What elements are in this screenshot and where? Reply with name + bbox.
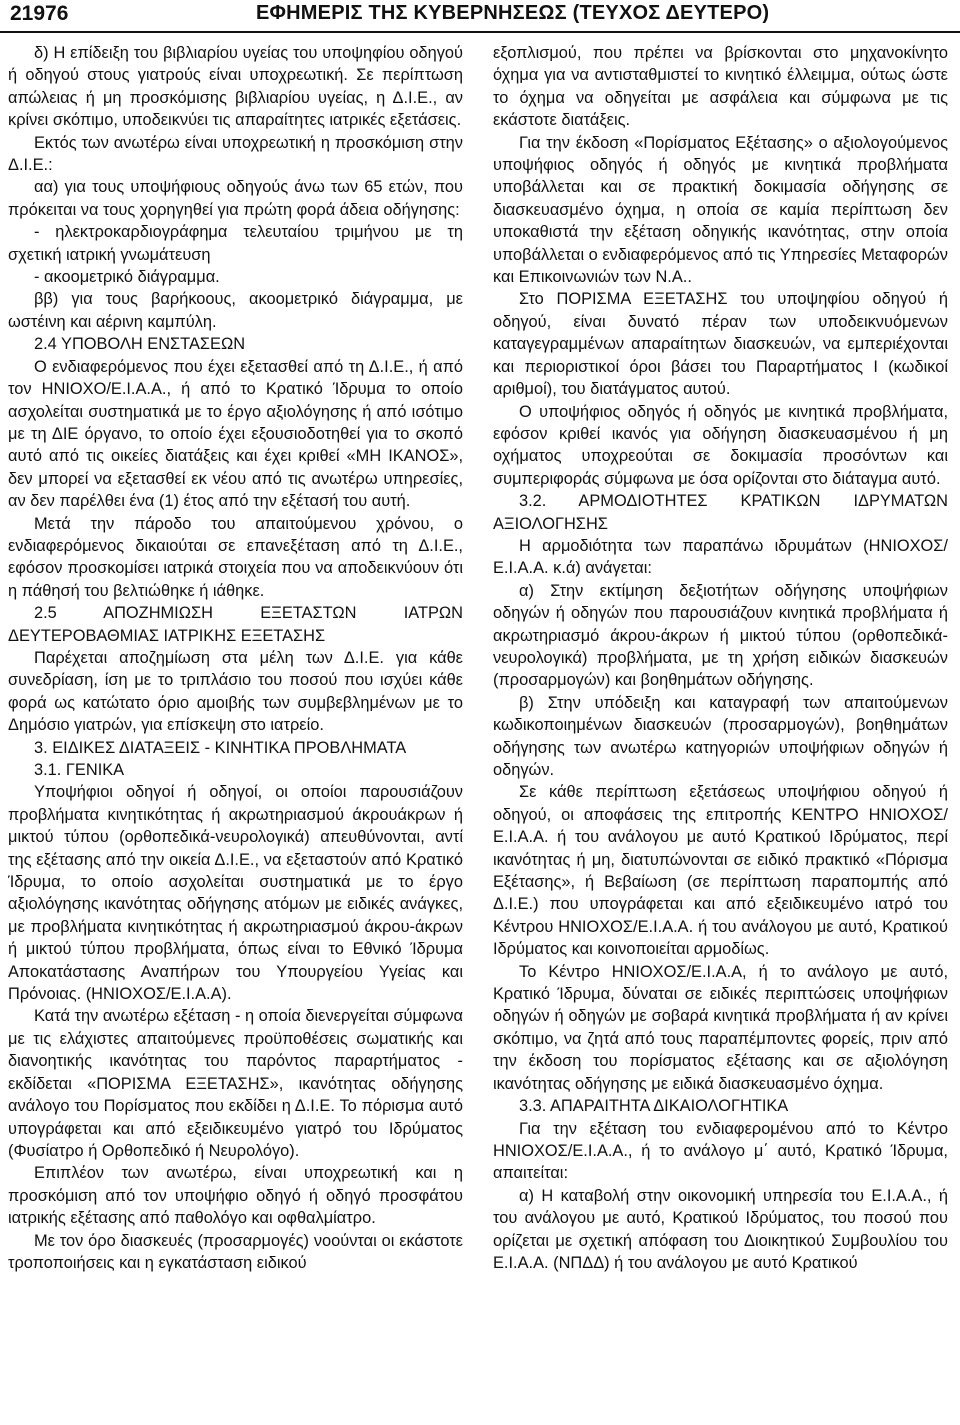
paragraph: - ηλεκτροκαρδιογράφημα τελευταίου τριμήνου με τη σχετική ιατρική γνωμάτευση: [8, 223, 463, 264]
paragraph: Ο ενδιαφερόμενος που έχει εξετασθεί από τη Δ.Ι.Ε., ή από τον ΗΝΙΟΧΟ/Ε.Ι.Α.Α., ή από το Κρατικό Ίδρυμα το οποίο ασχολείται συστηματικά με το έργο αξιολόγησης ή από ισότιμο με τη ΔΙΕ όργανο, το οποίο έχει εξουσιοδοτηθεί για το σκοπό αυτό από τις οικείες διατάξεις και έχει κριθεί «ΜΗ ΙΚΑΝΟΣ», δεν μπορεί να εξετασθεί εκ νέου από τις ανωτέρω υπηρεσίες, αν δεν παρέλθει ένα (1) έτος από την εξέτασή του αυτή.: [8, 357, 463, 511]
paragraph: 3.3. ΑΠΑΡΑΙΤΗΤΑ ΔΙΚΑΙΟΛΟΓΗΤΙΚΑ: [519, 1097, 789, 1116]
paragraph: α) Η καταβολή στην οικονομική υπηρεσία του Ε.Ι.Α.Α., ή του ανάλογου με αυτό, Κρατικού Ιδρύματος, του ποσού που ορίζεται με σχετική απόφαση του Διοικητικού Συμβουλίου του Ε.Ι.Α.Α. (ΝΠΔΔ) ή του ανάλογου με αυτό Κρατικού: [493, 1186, 948, 1272]
paragraph: α) Στην εκτίμηση δεξιοτήτων οδήγησης υποψήφιων οδηγών ή οδηγών που παρουσιάζουν κινητικά προβλήματα ή ακρωτηριασμό άκρου-άκρων ή μικτού τύπου (ορθοπεδικά-νευρολογικά) προβλήματα, με τη χρήση ειδικών διασκευών (προσαρμογών) και βοηθημάτων οδήγησης.: [493, 581, 948, 690]
paragraph: 3. ΕΙΔΙΚΕΣ ΔΙΑΤΑΞΕΙΣ - ΚΙΝΗΤΙΚΑ ΠΡΟΒΛΗΜΑΤΑ: [34, 738, 407, 757]
header-rule: [0, 31, 960, 33]
paragraph: Με τον όρο διασκευές (προσαρμογές) νοούνται οι εκάστοτε τροποποιήσεις και η εγκατάσταση ειδικού: [8, 1231, 463, 1272]
paragraph: Η αρμοδιότητα των παραπάνω ιδρυμάτων (ΗΝΙΟΧΟΣ/ Ε.Ι.Α.Α. κ.ά) ανάγεται:: [493, 536, 948, 578]
paragraph: Εκτός των ανωτέρω είναι υποχρεωτική η προσκόμιση στην Δ.Ι.Ε.:: [8, 133, 463, 175]
paragraph: δ) Η επίδειξη του βιβλιαρίου υγείας του υποψηφίου οδηγού ή οδηγού στους γιατρούς είναι υποχρεωτική. Σε περίπτωση απώλειας ή μη προσκόμισης βιβλιαρίου υγείας, η Δ.Ι.Ε., αν κρίνει σκόπιμο, υποδεικνύει τις απαραίτητες ιατρικές εξετάσεις.: [8, 44, 463, 130]
paragraph: Για την έκδοση «Πορίσματος Εξέτασης» ο αξιολογούμενος υποψήφιος οδηγός ή οδηγός με κινητικά προβλήματα υποβάλλεται και σε πρακτική δοκιμασία οδήγησης σε διασκευασμένο όχημα, η οποία σε καμία περίπτωση δεν υποκαθιστά την εξέταση οδηγικής ικανότητας, στην οποία υποβάλλεται ο ενδιαφερόμενος από τις Υπηρεσίες Μεταφορών και Επικοινωνιών των Ν.Α..: [493, 133, 948, 287]
page-number: 21976: [10, 2, 69, 25]
paragraph: 3.2. ΑΡΜΟΔΙΟΤΗΤΕΣ ΚΡΑΤΙΚΩΝ ΙΔΡΥΜΑΤΩΝ ΑΞΙΟΛΟΓΗΣΗΣ: [493, 492, 948, 533]
paragraph: Μετά την πάροδο του απαιτούμενου χρόνου, ο ενδιαφερόμενος δικαιούται σε επανεξέταση από τη Δ.Ι.Ε., εφόσον προσκομίσει ιατρικά στοιχεία που να αποδεικνύουν ότι η πάθησή του βελτιώθηκε ή ιάθηκε.: [8, 514, 463, 600]
paragraph: εξοπλισμού, που πρέπει να βρίσκονται στο μηχανοκίνητο όχημα για να αντισταθμιστεί το κινητικό έλλειμμα, ούτως ώστε το όχημα να οδηγείται με ασφάλεια και σύμφωνα με τις εκάστοτε διατάξεις.: [493, 44, 948, 130]
left-column: [8, 42, 463, 1420]
page-header: [0, 0, 960, 32]
paragraph: ββ) για τους βαρήκοους, ακοομετρικό διάγραμμα, με ωστέινη και αέρινη καμπύλη.: [8, 290, 463, 331]
paragraph: Επιπλέον των ανωτέρω, είναι υποχρεωτική και η προσκόμιση από τον υποψήφιο οδηγό ή οδηγό προσφάτου ιατρικής εξέτασης από παθολόγο και οφθαλμίατρο.: [8, 1164, 463, 1228]
paragraph: Στο ΠΟΡΙΣΜΑ ΕΞΕΤΑΣΗΣ του υποψηφίου οδηγού ή οδηγού, είναι δυνατό πέραν των υποδεικνυόμενων καταγεγραμμένων απαραίτητων διασκευών, να εμπεριέχονται και περιοριστικοί όροι βάσει του Παραρτήματος Ι (κωδικοί αριθμοί), του διατάγματος αυτού.: [493, 290, 948, 399]
right-column: [493, 42, 948, 1420]
paragraph: Σε κάθε περίπτωση εξετάσεως υποψήφιου οδηγού ή οδηγού, οι αποφάσεις της επιτροπής ΚΕΝΤΡΟ ΗΝΙΟΧΟΣ/Ε.Ι.Α.Α. ή του ανάλογου με αυτό Κρατικού Ιδρύματος, περί ικανότητας ή μη, διατυπώνονται σε ειδικό πρακτικό «Πόρισμα Εξέτασης», ή Βεβαίωση (σε περίπτωση παραπομπής από Δ.Ι.Ε.) που υπογράφεται και από εξειδικευμένο ιατρό του Κέντρου ΗΝΙΟΧΟΣ/Ε.Ι.Α.Α. ή του ανάλογου με αυτό, Κρατικού Ιδρύματος και κοινοποιείται αρμοδίως.: [493, 783, 948, 959]
paragraph: Κατά την ανωτέρω εξέταση - η οποία διενεργείται σύμφωνα με τις ελάχιστες απαιτούμενες προϋποθέσεις σωματικής και διανοητικής ικανότητας του παρόντος παραρτήματος - εκδίδεται «ΠΟΡΙΣΜΑ ΕΞΕΤΑΣΗΣ», ικανότητας οδήγησης ανάλογο του Πορίσματος που εκδίδει η Δ.Ι.Ε. Το πόρισμα αυτό υπογράφεται και από εξειδικευμένο γιατρό του Ιδρύματος (Φυσίατρο ή Ορθοπεδικό ή Νευρολόγο).: [8, 1007, 463, 1160]
paragraph: αα) για τους υποψήφιους οδηγούς άνω των 65 ετών, που πρόκειται να τους χορηγηθεί για πρώτη φορά άδεια οδήγησης:: [8, 178, 463, 219]
paragraph: β) Στην υπόδειξη και καταγραφή των απαιτούμενων κωδικοποιημένων διασκευών (προσαρμογών), βοηθημάτων οδήγησης των ανωτέρω κατηγοριών υποψήφιων οδηγών ή οδηγών.: [493, 693, 948, 779]
paragraph: Για την εξέταση του ενδιαφερομένου από το Κέντρο ΗΝΙΟΧΟΣ/Ε.Ι.Α.Α., ή το ανάλογο μ΄ αυτό, Κρατικό Ίδρυμα, απαιτείται:: [493, 1119, 948, 1183]
paragraph: 2.4 ΥΠΟΒΟΛΗ ΕΝΣΤΑΣΕΩΝ: [34, 335, 246, 354]
paragraph: Ο υποψήφιος οδηγός ή οδηγός με κινητικά προβλήματα, εφόσον κριθεί ικανός για οδήγηση διασκευασμένου ή μη οχήματος υποχρεούται σε δοκιμασία προσόντων και συμπεριφοράς σύμφωνα με όσα ορίζονται στο διάταγμα αυτό.: [493, 402, 948, 488]
running-title: ΕΦΗΜΕΡΙΣ ΤΗΣ ΚΥΒΕΡΝΗΣΕΩΣ (ΤΕΥΧΟΣ ΔΕΥΤΕΡΟ): [256, 2, 770, 24]
paragraph: - ακοομετρικό διάγραμμα.: [34, 268, 220, 287]
paragraph: 3.1. ΓΕΝΙΚΑ: [34, 761, 125, 779]
paragraph: Υποψήφιοι οδηγοί ή οδηγοί, οι οποίοι παρουσιάζουν προβλήματα κινητικότητας ή ακρωτηριασμού άκρουάκρων ή μικτού τύπου (ορθοπεδικά-νευρολογικά) απευθύνονται, αντί της εξέτασης από την οικεία Δ.Ι.Ε., να εξεταστούν από Κρατικό Ίδρυμα, το οποίο ασχολείται συστηματικά με το έργο αξιολόγησης ικανότητας οδήγησης ατόμων με ειδικές ανάγκες, με προβλήματα κινητικότητας ή ακρωτηριασμού άκρου-άκρων ή μικτού τύπου προβλήματα, όπως είναι το Εθνικό Ίδρυμα Αποκατάστασης Αναπήρων του Υπουργείου Υγείας και Πρόνοιας. (ΗΝΙΟΧΟΣ/Ε.Ι.Α.Α).: [8, 783, 463, 1004]
paragraph: Το Κέντρο ΗΝΙΟΧΟΣ/Ε.Ι.Α.Α, ή το ανάλογο με αυτό, Κρατικό Ίδρυμα, δύναται σε ειδικές περιπτώσεις υποψήφιων οδηγών ή οδηγών με σοβαρά κινητικά προβλήματα ή αν κρίνει σκόπιμο, να ζητά από τους παραπέμποντες φορείς, πριν από την έκδοση του πορίσματος εξέτασης και σε αξιολόγηση ικανότητας οδήγησης με ειδικά διασκευασμένο όχημα.: [493, 962, 948, 1093]
paragraph: 2.5 ΑΠΟΖΗΜΙΩΣΗ ΕΞΕΤΑΣΤΩΝ ΙΑΤΡΩΝ ΔΕΥΤΕΡΟΒΑΘΜΙΑΣ ΙΑΤΡΙΚΗΣ ΕΞΕΤΑΣΗΣ: [8, 604, 463, 645]
paragraph: Παρέχεται αποζημίωση στα μέλη των Δ.Ι.Ε. για κάθε συνεδρίαση, ίση με το τριπλάσιο του ποσού που ισχύει κάθε φορά ως κατώτατο όριο αμοιβής των συμβεβλημένων με το Δημόσιο γιατρών, για επίσκεψη στο ιατρείο.: [8, 648, 463, 735]
